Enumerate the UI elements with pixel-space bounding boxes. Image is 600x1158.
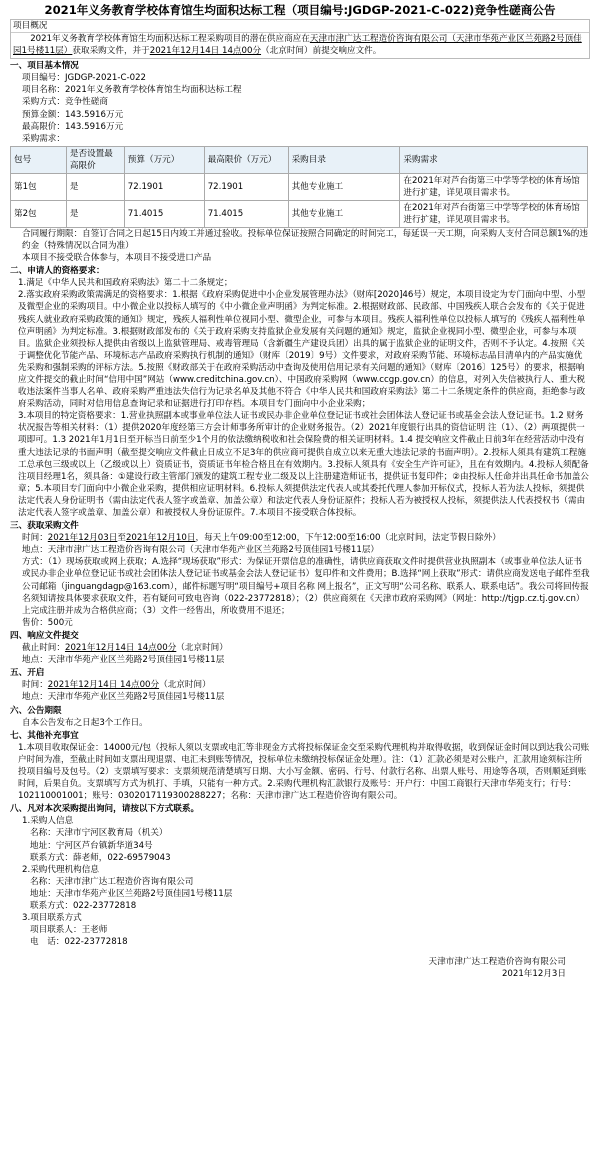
cell-package-no: 第1包 xyxy=(11,173,67,200)
demand-label: 采购需求： xyxy=(22,133,65,144)
contract-term: 合同履行期限：自签订合同之日起15日内竣工并通过验收。投标单位保证按照合同确定的时间完工，每延误一天工期，向采购人支付合同总额1%的违约金（特殊情况以合同为准） xyxy=(22,228,588,251)
cell-max-price: 72.1901 xyxy=(204,173,288,200)
project-number: 项目编号：JGDGP-2021-C-022 xyxy=(22,73,147,84)
acquire-time-mid: 至 xyxy=(117,533,126,544)
header-budget: 预算（万元） xyxy=(124,146,204,173)
cell-package-no: 第2包 xyxy=(11,200,67,227)
section-3-heading: 三、获取采购文件 xyxy=(10,521,79,532)
agency-name: 名称：天津市津广达工程造价咨询有限公司 xyxy=(30,876,194,887)
header-catalog: 采购目录 xyxy=(288,146,400,173)
max-price: 最高限价：143.5916万元 xyxy=(22,121,124,132)
qualification-3: 3.本项目的特定资格要求：1.营业执照副本或事业单位法人证书或民办非企业单位登记证书或社会团体法人登记证书或基金会法人登记证书。1.2 财务状况报告等相关材料：（1）提供2020年度经第三方会计师事务所审计的企业财务报告。（2）2021年度银行出具的资信证明 注（1）、（2）两项提供一项即可。1.3 2021年1月1日至开标当日前至少1个月的依法缴纳税收和社会保险费的相关证明材料。1.4 提交响应文件截止日前3年在经营活动中没有重大违法记录的书面声明（截至提交响应文件截止日成立不足3年的供应商可提供自成立以来无重大违法记录的书面声明）。2.投标人须具有建筑工程施工总承包三级或以上（乙级或以上）资质证书，资质证书年检合格且在有效期内。3.投标人须具有《安全生产许可证》，且在有效期内。4.投标人须配备注项目经理1名，须具备：①建设行政主管部门颁发的建筑工程专业二级及以上注册建造师证书，提供证书复印件；②由投标人任命并出具任命书加盖公章；5.本项目专门面向中小微企业采购，提供相应证明材料。6.投标人须提供法定代表人或其委托代理人参加开标仪式，投标人若为法人投标，须提供法定代表人身份证明书（需由法定代表人签字或盖章、加盖公章）和法定代表人身份证原件；投标人若为被授权人投标，须提供法人代表授权书（需由法定代表人签字或盖章、加盖公章）和被授权人身份证原件。7.本项目不接受联合体投标。 xyxy=(18,411,589,518)
header-max-price-set: 是否设置最高限价 xyxy=(66,146,124,173)
signature-org: 天津市津广达工程造价咨询有限公司 xyxy=(428,957,566,968)
notice-period: 自本公告发布之日起3个工作日。 xyxy=(22,717,148,728)
overview-box xyxy=(10,19,590,59)
purchaser-contact: 联系方式：薛老师，022-69579043 xyxy=(30,852,171,863)
signature-date: 2021年12月3日 xyxy=(501,969,566,980)
budget-amount: 预算金额：143.5916万元 xyxy=(22,109,124,120)
acquire-place: 地点：天津市津广达工程造价咨询有限公司（天津市华苑产业区兰苑路2号顶佳园1号楼11层） xyxy=(22,545,380,556)
section-5-heading: 五、开启 xyxy=(10,668,45,679)
cell-budget: 71.4015 xyxy=(124,200,204,227)
cell-max-price: 71.4015 xyxy=(204,200,288,227)
project-contact-phone: 电 话：022-23772818 xyxy=(30,937,128,948)
overview-deadline: 2021年12月14日 14点00分 xyxy=(149,46,262,57)
overview-text-1: 2021年义务教育学校体育馆生均面积达标工程采购项目的潜在供应商应在 xyxy=(30,34,310,44)
qualification-2: 2.落实政府采购政策需满足的资格要求：1.根据《政府采购促进中小企业发展管理办法》（财库[2020]46号）规定，本项目设定为专门面向中型、小型及微型企业的采购项目。中小微企业以投标人填写的《中小微企业声明函》为判定标准。2.根据财政部、民政部、中国残疾人联合会发布的《关于促进残疾人就业政府采购政策的通知》规定，残疾人福利性单位视同小型、微型企业，可参与本项目。残疾人福利性单位以投标人填写的《残疾人福利性单位声明函》为判定标准。3.根据财政部发布的《关于政府采购支持监狱企业发展有关问题的通知》规定，监狱企业视同小型、微型企业，可参与本项目。监狱企业须投标人提供由省级以上监狱管理局、戒毒管理局（含新疆生产建设兵团）出具的属于监狱企业的证明文件，否则不予认定。4.按照《关于调整优化节能产品、环境标志产品政府采购执行机制的通知》（财库〔2019〕9号）文件要求，对政府采购节能、环境标志品目清单内的产品实施优先采购和强制采购的评标方法。5.按照《财政部关于在政府采购活动中查询及使用信用记录有关问题的通知》（财库〔2016〕125号）的要求，根据响应文件提交的截止时间“信用中国”网站（www.creditchina.gov.cn）、中国政府采购网（www.ccgp.gov.cn）的信息，对列入失信被执行人、重大税收违法案件当事人名单、政府采购严重违法失信行为记录名单及其他不符合《中华人民共和国政府采购法》第二十二条规定条件的供应商，拒绝参与政府采购活动，同时对信用信息查询记录和证据进行打印存档。本项目专门面向中小企业采购； xyxy=(18,290,586,410)
no-consortium-note: 本项目不接受联合体参与，本项目不接受进口产品 xyxy=(22,253,212,264)
project-contact-heading: 3.项目联系方式 xyxy=(22,913,82,924)
package-table xyxy=(10,146,588,228)
package-table-header xyxy=(11,146,588,173)
section-1-body xyxy=(10,72,590,145)
purchaser-heading: 1.采购人信息 xyxy=(22,816,74,827)
agency-heading: 2.采购代理机构信息 xyxy=(22,864,99,875)
page-title: 2021年义务教育学校体育馆生均面积达标工程（项目编号:JGDGP-2021-C-022)竞争性磋商公告 xyxy=(44,3,556,17)
section-7-heading: 七、其他补充事宜 xyxy=(10,730,79,741)
cell-demand: 在2021年对芦台街第三中学等学校的体育场馆进行扩建，详见项目需求书。 xyxy=(400,173,588,200)
document-price: 售价：500元 xyxy=(22,617,73,628)
cell-budget: 72.1901 xyxy=(124,173,204,200)
acquire-start-date: 2021年12月03日 xyxy=(47,533,118,544)
acquire-end-date: 2021年12月10日 xyxy=(125,533,196,544)
cell-max-price-set: 是 xyxy=(66,173,124,200)
section-4-heading: 四、响应文件提交 xyxy=(10,630,79,641)
table-row xyxy=(11,200,588,227)
acquire-method: 方式：（1）现场获取或网上获取；A.选择“现场获取”形式：为保证开票信息的准确性，请供应商获取文件时提供营业执照副本（或事业单位法人证书或民办非企业单位登记证书或社会团体法人登记证书或基金会法人登记证书）复印件和文件费用；B.选择“网上获取”形式：请供应商发送电子邮件至我公司邮箱（jinguangdagp@163.com），邮件标题写明“项目编号+项目名称 网上报名”，正文写明“公司名称、联系人、联系电话”。我公司将回传报名须知请按具体要求获取文件，若有疑问可致电咨询（022-23772818）；（2）供应商须在《天津市政府采购网》（网址：http://tjgp.cz.tj.gov.cn）上完成注册并成为合格供应商；（3）文件一经售出，所收费用不退还； xyxy=(22,557,590,616)
procurement-method: 采购方式：竞争性磋商 xyxy=(22,97,108,108)
overview-address: 天津市津广达工程造价咨询有限公司（天津市华苑产业区兰苑路2号顶佳园1号楼11层） xyxy=(13,34,582,57)
submission-deadline xyxy=(10,642,590,654)
section-2-heading: 二、申请人的资格要求： xyxy=(10,266,105,277)
opening-time-suffix: （北京时间） xyxy=(159,680,211,691)
purchaser-address: 地址：宁河区芦台镇新华道34号 xyxy=(30,840,153,851)
agency-contact: 联系方式：022-23772818 xyxy=(30,901,137,911)
opening-place: 地点：天津市华苑产业区兰苑路2号顶佳园1号楼11层 xyxy=(22,692,225,703)
opening-time-value: 2021年12月14日 14点00分 xyxy=(47,680,160,691)
agency-address: 地址：天津市华苑产业区兰苑路2号顶佳园1号楼11层 xyxy=(30,888,233,899)
overview-text-3: 获取采购文件，并于 xyxy=(72,46,150,57)
opening-time-prefix: 时间： xyxy=(22,680,48,691)
cell-catalog: 其他专业施工 xyxy=(288,173,400,200)
header-package-no: 包号 xyxy=(11,146,67,173)
section-6-heading: 六、公告期限 xyxy=(10,705,62,716)
section-8-heading: 八、凡对本次采购提出询问，请按以下方式联系。 xyxy=(10,804,200,815)
qualification-1: 1.满足《中华人民共和国政府采购法》第二十二条规定； xyxy=(18,278,233,289)
cell-demand: 在2021年对芦台街第三中学等学校的体育场馆进行扩建，详见项目需求书。 xyxy=(400,200,588,227)
acquire-time-suffix: ，每天上午09:00至12:00，下午12:00至16:00（北京时间，法定节假日除外） xyxy=(195,533,501,544)
header-max-price: 最高限价（万元） xyxy=(204,146,288,173)
acquire-time xyxy=(10,532,590,544)
project-name: 项目名称：2021年义务教育学校体育馆生均面积达标工程 xyxy=(22,85,242,96)
acquire-time-prefix: 时间： xyxy=(22,533,48,544)
supplementary-info: 1.本项目收取保证金：14000元/包（投标人须以支票或电汇等非现金方式将投标保证金交至采购代理机构并取得收据，收到保证金时间以到达我公司账户时间为准，至截止时间如支票出现退票、电汇未到账等情况，投标单位未缴纳投标保证金处理）。注：（1）汇款必须是对公账户，汇款用途须标注所投项目编号及包号。（2）支票填写要求：支票须规范清楚填写日期、大小写金额、密码、行号、付款行名称、出票人账号、用途等各项，否则顺延到账时间，后果自负。支票填写方式为机打、手填，只能有一种方式。2.采购代理机构汇款银行及账号：开户行：中国工商银行天津市华苑支行；行号：102110001001；账号：0302017119300288227；名称：天津市津广达工程造价咨询有限公司。 xyxy=(18,742,590,802)
table-row xyxy=(11,173,588,200)
cell-catalog: 其他专业施工 xyxy=(288,200,400,227)
submission-deadline-prefix: 截止时间： xyxy=(22,643,65,654)
project-contact-person: 项目联系人：王老师 xyxy=(30,925,108,936)
overview-text xyxy=(11,33,589,58)
submission-place: 地点：天津市华苑产业区兰苑路2号顶佳园1号楼11层 xyxy=(22,655,225,666)
submission-deadline-suffix: （北京时间） xyxy=(176,643,228,654)
opening-time xyxy=(10,679,590,691)
overview-text-5: （北京时间）前提交响应文件。 xyxy=(261,46,382,57)
overview-label: 项目概况 xyxy=(11,20,589,33)
submission-deadline-value: 2021年12月14日 14点00分 xyxy=(64,643,177,654)
section-1-heading: 一、项目基本情况 xyxy=(10,61,79,72)
cell-max-price-set: 是 xyxy=(66,200,124,227)
purchaser-name: 名称：天津市宁河区教育局（机关） xyxy=(30,828,168,839)
header-demand: 采购需求 xyxy=(400,146,588,173)
